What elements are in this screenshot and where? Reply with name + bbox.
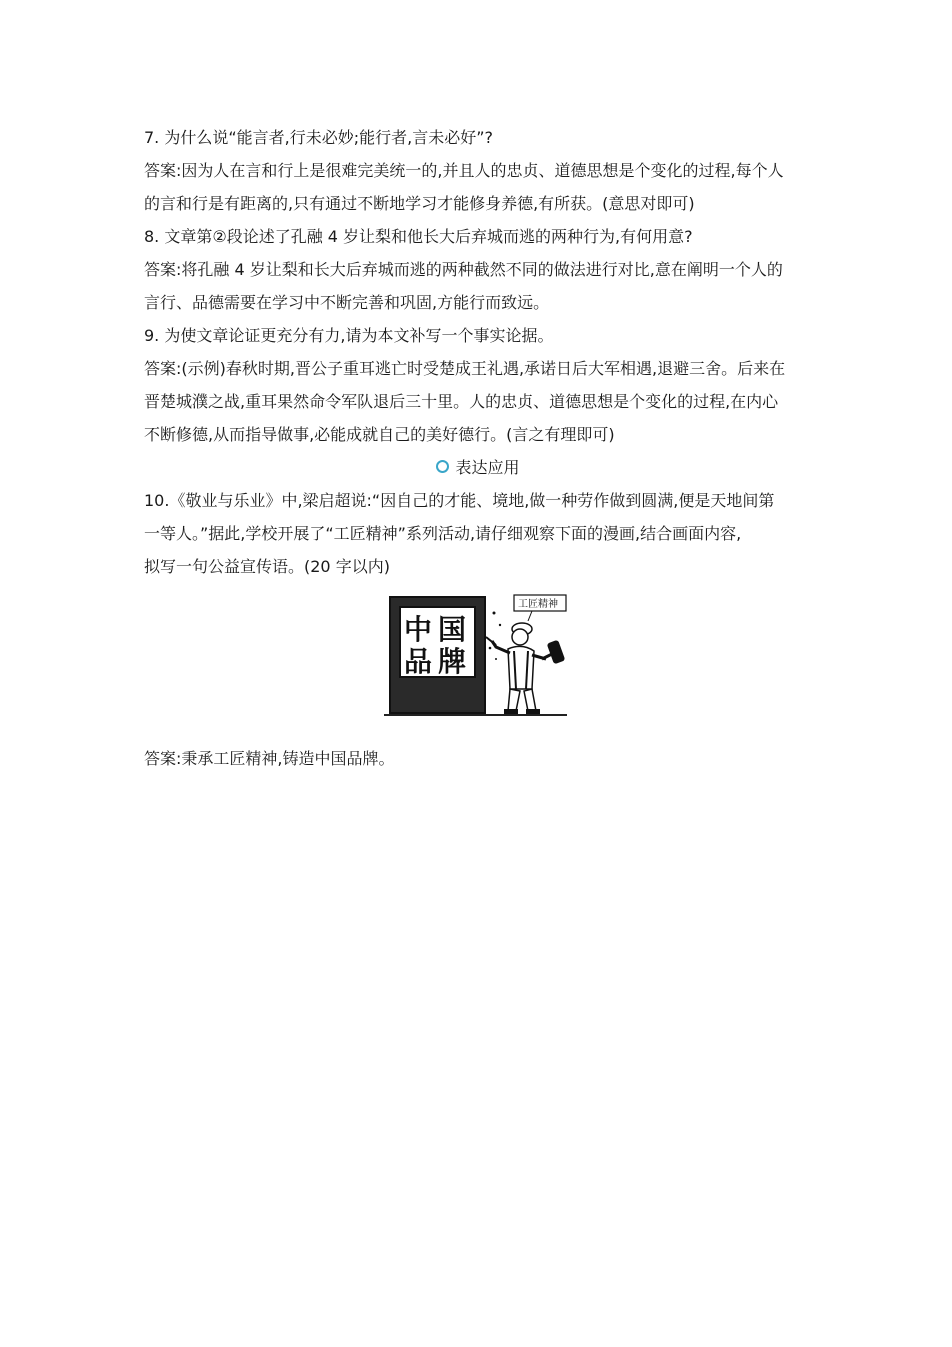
sign-char-3: 品 (404, 645, 433, 678)
answer-8-line-2: 言行、品德需要在学习中不断完善和巩固,方能行而致远。 (144, 293, 550, 312)
answer-7-line-1: 答案:因为人在言和行上是很难完美统一的,并且人的忠贞、道德思想是个变化的过程,每个人 (144, 161, 784, 180)
sign-char-2: 国 (438, 613, 467, 646)
worker-leg-left (508, 689, 520, 711)
caption-text: 工匠精神 (518, 599, 558, 610)
question-10-line-3: 拟写一句公益宣传语。(20 字以内) (144, 557, 390, 576)
question-8: 8. 文章第②段论述了孔融 4 岁让梨和他长大后弃城而逃的两种行为,有何用意? (144, 227, 693, 246)
sign-char-4: 牌 (438, 645, 467, 678)
hammer-head (547, 640, 566, 665)
chisel (486, 637, 496, 645)
worker-head (512, 629, 528, 645)
circle-bullet-icon (436, 460, 449, 473)
answer-10: 答案:秉承工匠精神,铸造中国品牌。 (144, 749, 395, 768)
answer-9-line-3: 不断修德,从而指导做事,必能成就自己的美好德行。(言之有理即可) (144, 425, 615, 444)
question-7: 7. 为什么说“能言者,行未必妙;能行者,言未必好”? (144, 128, 493, 147)
worker-body (508, 646, 534, 689)
section-title: 表达应用 (455, 458, 520, 477)
worker-leg-right (524, 689, 536, 711)
question-9: 9. 为使文章论证更充分有力,请为本文补写一个事实论据。 (144, 326, 554, 345)
section-heading (144, 451, 812, 484)
answer-7-line-2: 的言和行是有距离的,只有通过不断地学习才能修身养德,有所获。(意思对即可) (144, 194, 695, 213)
answer-9-line-1: 答案:(示例)春秋时期,晋公子重耳逃亡时受楚成王礼遇,承诺日后大军相遇,退避三舍。后来在 (144, 359, 786, 378)
answer-8-line-1: 答案:将孔融 4 岁让梨和长大后弃城而逃的两种截然不同的做法进行对比,意在阐明一个人的 (144, 260, 783, 279)
sign-char-1: 中 (404, 613, 433, 646)
question-10-line-2: 一等人。”据此,学校开展了“工匠精神”系列活动,请仔细观察下面的漫画,结合画面内容, (144, 524, 742, 543)
cartoon-figure (144, 593, 812, 728)
document-page (144, 121, 812, 775)
question-10-line-1: 10.《敬业与乐业》中,梁启超说:“因自己的才能、境地,做一种劳作做到圆满,便是天地间第 (144, 491, 775, 510)
answer-9-line-2: 晋楚城濮之战,重耳果然命令军队退后三十里。人的忠贞、道德思想是个变化的过程,在内心 (144, 392, 779, 411)
cartoon-image (382, 593, 572, 723)
